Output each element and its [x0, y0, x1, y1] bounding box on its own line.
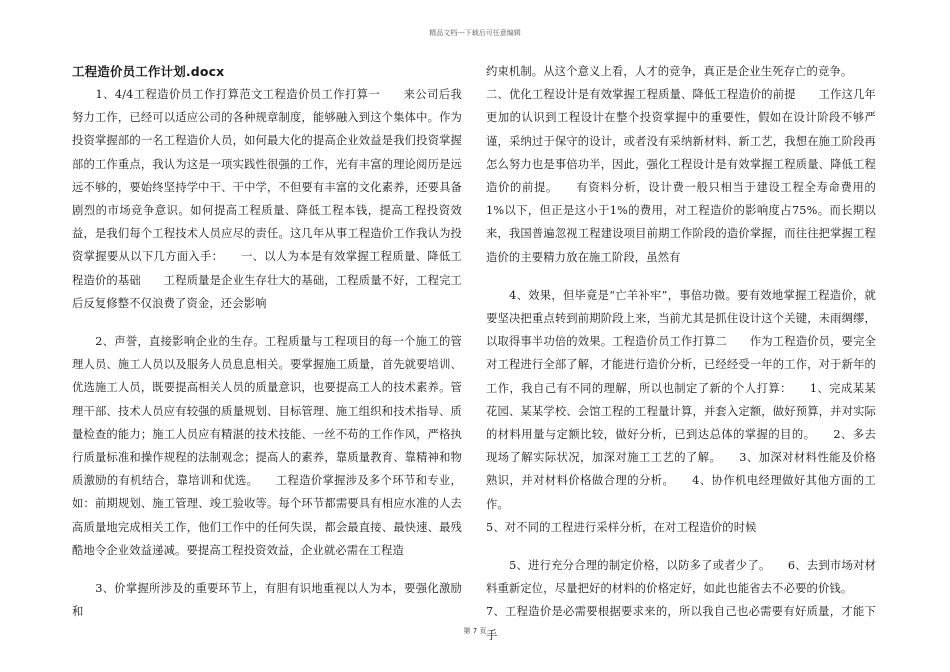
paragraph: 1、4/4工程造价员工作打算范文工程造价员工作打算一 来公司后我努力工作，已经可以适应公司的各种规章制度，能够融入到这个集体中。作为投资掌握部的一名工程造价人员，如何最大化的提高企业效益是我们投资掌握部的工作重点，我认为这是一项实践性很强的工作，光有丰富的理论阅历是远远不够的，要始终坚持学中干、干中学，不但要有丰富的文化素养，还要具备剧烈的市场竞争意识。如何提高工程质量、降低工程本钱，提高工程投资效益，是我们每个工程技术人员应尽的责任。这几年从事工程造价工作我认为投资掌握要从以下几方面入手： 一、以人为本是有效掌握工程质量、降低工程造价的基础 工程质量是企业生存壮大的基础，工程质量不好，工程完工后反复修整不仅浪费了资金，还会影响 [72, 88, 462, 310]
paragraph: 5、进行充分合理的制定价格，以防多了或者少了。 6、去到市场对材料重新定位，尽量把好的材料的价格定好，如此也能省去不必要的价钱。 [486, 559, 876, 596]
paragraph: 约束机制。从这个意义上看，人才的竞争，真正是企业生死存亡的竞争。 [486, 65, 853, 78]
page-header: 精品文档---下载后可任意编辑 [429, 29, 521, 37]
left-column [72, 60, 462, 623]
paragraph: 5、对不同的工程进行采样分析，在对工程造价的时候 [486, 520, 757, 534]
document-title: 工程造价员工作计划.docx [72, 64, 225, 79]
paragraph: 3、价掌握所涉及的重要环节上，有胆有识地重视以人为本，要强化激励和 [72, 582, 462, 619]
paragraph: 2、声誉，直接影响企业的生存。工程质量与工程项目的每一个施工的管理人员、施工人员以及服务人员息息相关。要掌握施工质量，首先就要培训、优选施工人员，既要提高相关人员的质量意识，也要提高工人的技术素养。管理干部、技术人员应有较强的质量规划、目标管理、施工组织和技术指导、质量检查的能力；施工人员应有精湛的技术技能、一丝不苟的工作作风，严格执行质量标准和操作规程的法制观念；提高人的素养，靠质量教育、靠精神和物质激励的有机结合，靠培训和优选。 工程造价掌握涉及多个环节和专业，如：前期规划、施工管理、竣工验收等。每个环节都需要具有相应水准的人去高质量地完成相关工作，他们工作中的任何失误，都会最直接、最快速、最残酷地令企业效益递减。要提高工程投资效益，企业就必需在工程造 [72, 335, 462, 557]
right-column [486, 60, 876, 647]
paragraph: 二、优化工程设计是有效掌握工程质量、降低工程造价的前提 工作这几年更加的认识到工程设计在整个投资掌握中的重要性，假如在设计阶段不够严谨，采纳过于保守的设计，或者没有采纳新材料、新工艺，我想在施工阶段再怎么努力也是事倍功半，因此，强化工程设计是有效掌握工程质量、降低工程造价的前提。 有资料分析，设计费一般只相当于建设工程全寿命费用的1%以下，但正是这小于1%的费用，对工程造价的影响度占75%。而长期以来，我国普遍忽视工程建设项目前期工作阶段的造价掌握，而往往把掌握工程造价的主要精力放在施工阶段，虽然有 [486, 88, 876, 264]
paragraph: 7、工程造价是必需要根据要求来的，所以我自己也必需要有好质量，才能下手 [486, 605, 876, 642]
page-number: 第 7 页 [463, 627, 487, 635]
paragraph: 4、效果，但毕竟是“亡羊补牢”，事倍功微。要有效地掌握工程造价，就要坚决把重点转到前期阶段上来，当前尤其是抓住设计这个关键，未雨绸缪，以取得事半功倍的效果。工程造价员工作打算二 作为工程造价员，要完全对工程进行全部了解，才能进行造价分析，已经经受一年的工作，对于新年的工作，我自己有不同的理解，所以也制定了新的个人打算： 1、完成某某花园、某某学校、会馆工程的工程量计算，并套入定额，做好预算，并对实际的材料用量与定额比较，做好分析，已到达总体的掌握的目的。 2、多去现场了解实际状况，加深对施工工艺的了解。 3、加深对材料性能及价格熟识，并对材料价格做合理的分析。 4、协作机电经理做好其他方面的工作。 [486, 288, 876, 511]
